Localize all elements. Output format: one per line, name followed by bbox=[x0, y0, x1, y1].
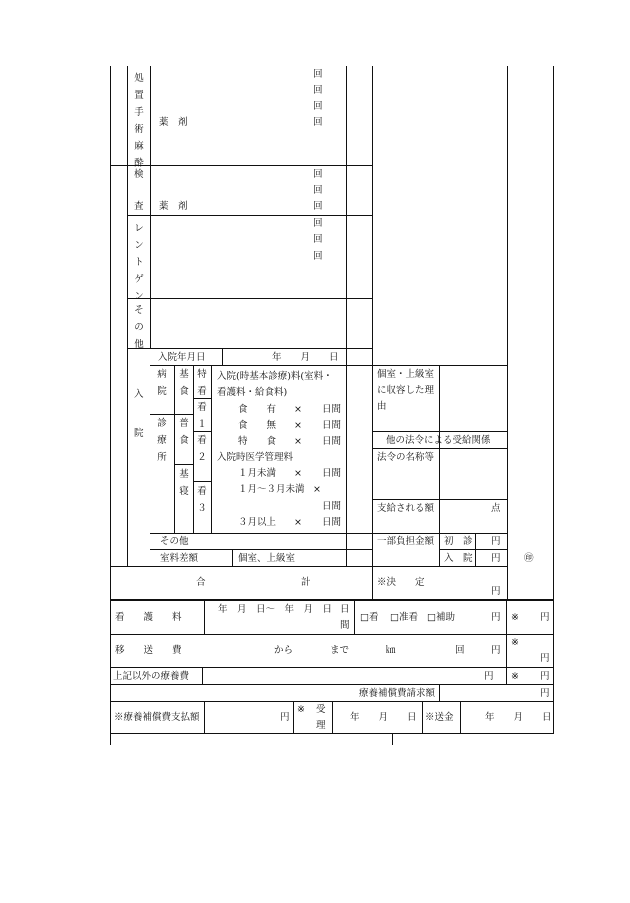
meal-row-3-label: 特 食 bbox=[238, 436, 277, 447]
treatment-kai-4: 回 bbox=[313, 117, 323, 128]
meal-row-3-x: × bbox=[294, 436, 302, 447]
admission-label-top: 入 bbox=[134, 389, 144, 400]
mgmt-row-1-x: × bbox=[294, 468, 302, 479]
room-private-label: 個室、上級室 bbox=[238, 553, 296, 564]
transport-to: まで bbox=[330, 645, 350, 656]
admission-other-label: その他 bbox=[160, 536, 189, 547]
mgmt-row-1-label: １月未満 bbox=[238, 468, 277, 479]
kishin-label: 基 寝 bbox=[179, 469, 189, 497]
shinryojo-label: 診 療 所 bbox=[157, 418, 167, 463]
transport-from: から bbox=[274, 645, 294, 656]
send-date: 年 月 日 bbox=[485, 712, 552, 723]
first-visit-yen: 円 bbox=[491, 536, 501, 547]
other-law-header: 他の法令による受給関係 bbox=[386, 435, 491, 446]
meal-row-3-unit: 日間 bbox=[322, 436, 342, 447]
nursing-period-span: 間 bbox=[340, 620, 350, 631]
treatment-drug-label: 薬 剤 bbox=[159, 117, 188, 128]
byoin-label: 病 院 bbox=[157, 369, 167, 397]
room-diff-label: 室料差額 bbox=[160, 553, 199, 564]
transport-label: 移 送 費 bbox=[115, 645, 182, 656]
nursing-period: 年 月 日～ 年 月 日 bbox=[218, 604, 333, 615]
private-reason-1: 個室・上級室 bbox=[377, 369, 435, 380]
transport-star: ※ bbox=[511, 637, 519, 648]
payment-label: ※療養補償費支払額 bbox=[114, 712, 200, 723]
paid-amount-label: 支給される額 bbox=[377, 503, 435, 514]
partial-payment-label: 一部負担金額 bbox=[377, 536, 435, 547]
meal-row-1-label: 食 有 bbox=[238, 404, 277, 415]
nursing-star: ※ bbox=[511, 612, 519, 623]
tokukan-label: 特 看 bbox=[197, 369, 207, 397]
inpatient-label: 入 院 bbox=[444, 553, 473, 564]
law-name-label: 法令の名称等 bbox=[377, 452, 435, 463]
mgmt-row-2-label: １月～３月未満 bbox=[238, 484, 305, 495]
nursing-check-assoc: □准看 bbox=[390, 612, 418, 623]
total-label-right: 計 bbox=[301, 577, 311, 588]
meal-row-2-unit: 日間 bbox=[322, 420, 342, 431]
private-reason-3: 由 bbox=[377, 401, 387, 412]
nursing-check-aid: □補助 bbox=[427, 612, 455, 623]
decision-yen: 円 bbox=[491, 586, 501, 597]
other-cost-star: ※ bbox=[511, 671, 519, 682]
send-label: ※送金 bbox=[425, 712, 454, 723]
payment-yen: 円 bbox=[280, 712, 290, 723]
other-cost-star-yen: 円 bbox=[540, 671, 550, 682]
fee-title-1: 入院(時基本診療)料(室料・ bbox=[217, 371, 333, 382]
receive-star: ※ bbox=[297, 704, 305, 715]
mgmt-row-3-x: × bbox=[294, 517, 302, 528]
private-reason-2: に収容した理 bbox=[377, 385, 435, 396]
transport-star-yen: 円 bbox=[540, 653, 550, 664]
mgmt-row-3-unit: 日間 bbox=[322, 517, 342, 528]
first-visit-label: 初 診 bbox=[444, 536, 473, 547]
mgmt-row-2-x: × bbox=[313, 484, 321, 495]
transport-kai: 回 bbox=[455, 645, 465, 656]
exam-kai-1: 回 bbox=[313, 169, 323, 180]
decision-label: ※決 定 bbox=[377, 577, 425, 588]
paid-amount-point: 点 bbox=[491, 503, 501, 514]
receive-date: 年 月 日 bbox=[350, 712, 417, 723]
other-cost-yen: 円 bbox=[484, 671, 494, 682]
treatment-kai-2: 回 bbox=[313, 85, 323, 96]
admission-date-label: 入院年月日 bbox=[158, 352, 206, 363]
treatment-kai-3: 回 bbox=[313, 101, 323, 112]
exam-label-bottom: 査 bbox=[134, 201, 144, 212]
xray-kai-2: 回 bbox=[313, 234, 323, 245]
nursing-label: 看 護 料 bbox=[115, 612, 182, 623]
other-cost-label: 上記以外の療養費 bbox=[113, 671, 190, 682]
kan3-label: 看 ３ bbox=[197, 486, 207, 514]
mgmt-row-2-unit: 日間 bbox=[322, 501, 342, 512]
exam-kai-2: 回 bbox=[313, 185, 323, 196]
meal-row-2-x: × bbox=[294, 420, 302, 431]
admission-label-bottom: 院 bbox=[134, 428, 144, 439]
claim-yen: 円 bbox=[540, 688, 550, 699]
mgmt-row-3-label: ３月以上 bbox=[238, 517, 277, 528]
meal-row-1-unit: 日間 bbox=[322, 404, 342, 415]
transport-yen: 円 bbox=[491, 645, 501, 656]
exam-label-top: 検 bbox=[134, 169, 144, 180]
nursing-period-day: 日 bbox=[340, 604, 350, 615]
xray-kai-3: 回 bbox=[313, 251, 323, 262]
mgmt-title: 入院時医学管理料 bbox=[217, 452, 294, 463]
treatment-kai-1: 回 bbox=[313, 69, 323, 80]
total-label-left: 合 bbox=[196, 577, 206, 588]
inpatient-yen: 円 bbox=[491, 553, 501, 564]
other-label: そ の 他 bbox=[134, 305, 144, 350]
receive-char-1: 受 bbox=[316, 704, 326, 715]
fushoku-label: 普 食 bbox=[179, 418, 189, 446]
meal-row-2-label: 食 無 bbox=[238, 420, 277, 431]
exam-drug-label: 薬 剤 bbox=[159, 201, 188, 212]
claim-label: 療養補償費請求額 bbox=[359, 688, 436, 699]
nursing-check-nurse: □看 bbox=[360, 612, 379, 623]
nursing-yen: 円 bbox=[491, 612, 501, 623]
kan2-label: 看 ２ bbox=[197, 435, 207, 463]
kan1-label: 看 １ bbox=[197, 402, 207, 430]
transport-km: ㎞ bbox=[386, 645, 396, 656]
treatment-label: 処 置 手 術 麻 酔 bbox=[134, 73, 144, 169]
nursing-star-yen: 円 bbox=[540, 612, 550, 623]
receive-char-2: 理 bbox=[316, 720, 326, 731]
meal-row-1-x: × bbox=[294, 404, 302, 415]
xray-label: レ ン ト ゲ ン bbox=[134, 223, 144, 302]
kishoku-label: 基 食 bbox=[179, 369, 189, 397]
admission-date-value: 年 月 日 bbox=[272, 352, 339, 363]
xray-kai-1: 回 bbox=[313, 218, 323, 229]
exam-kai-3: 回 bbox=[313, 201, 323, 212]
seal-mark: ㊞ bbox=[524, 553, 534, 564]
fee-title-2: 看護料・給食料) bbox=[217, 387, 288, 398]
mgmt-row-1-unit: 日間 bbox=[322, 468, 342, 479]
